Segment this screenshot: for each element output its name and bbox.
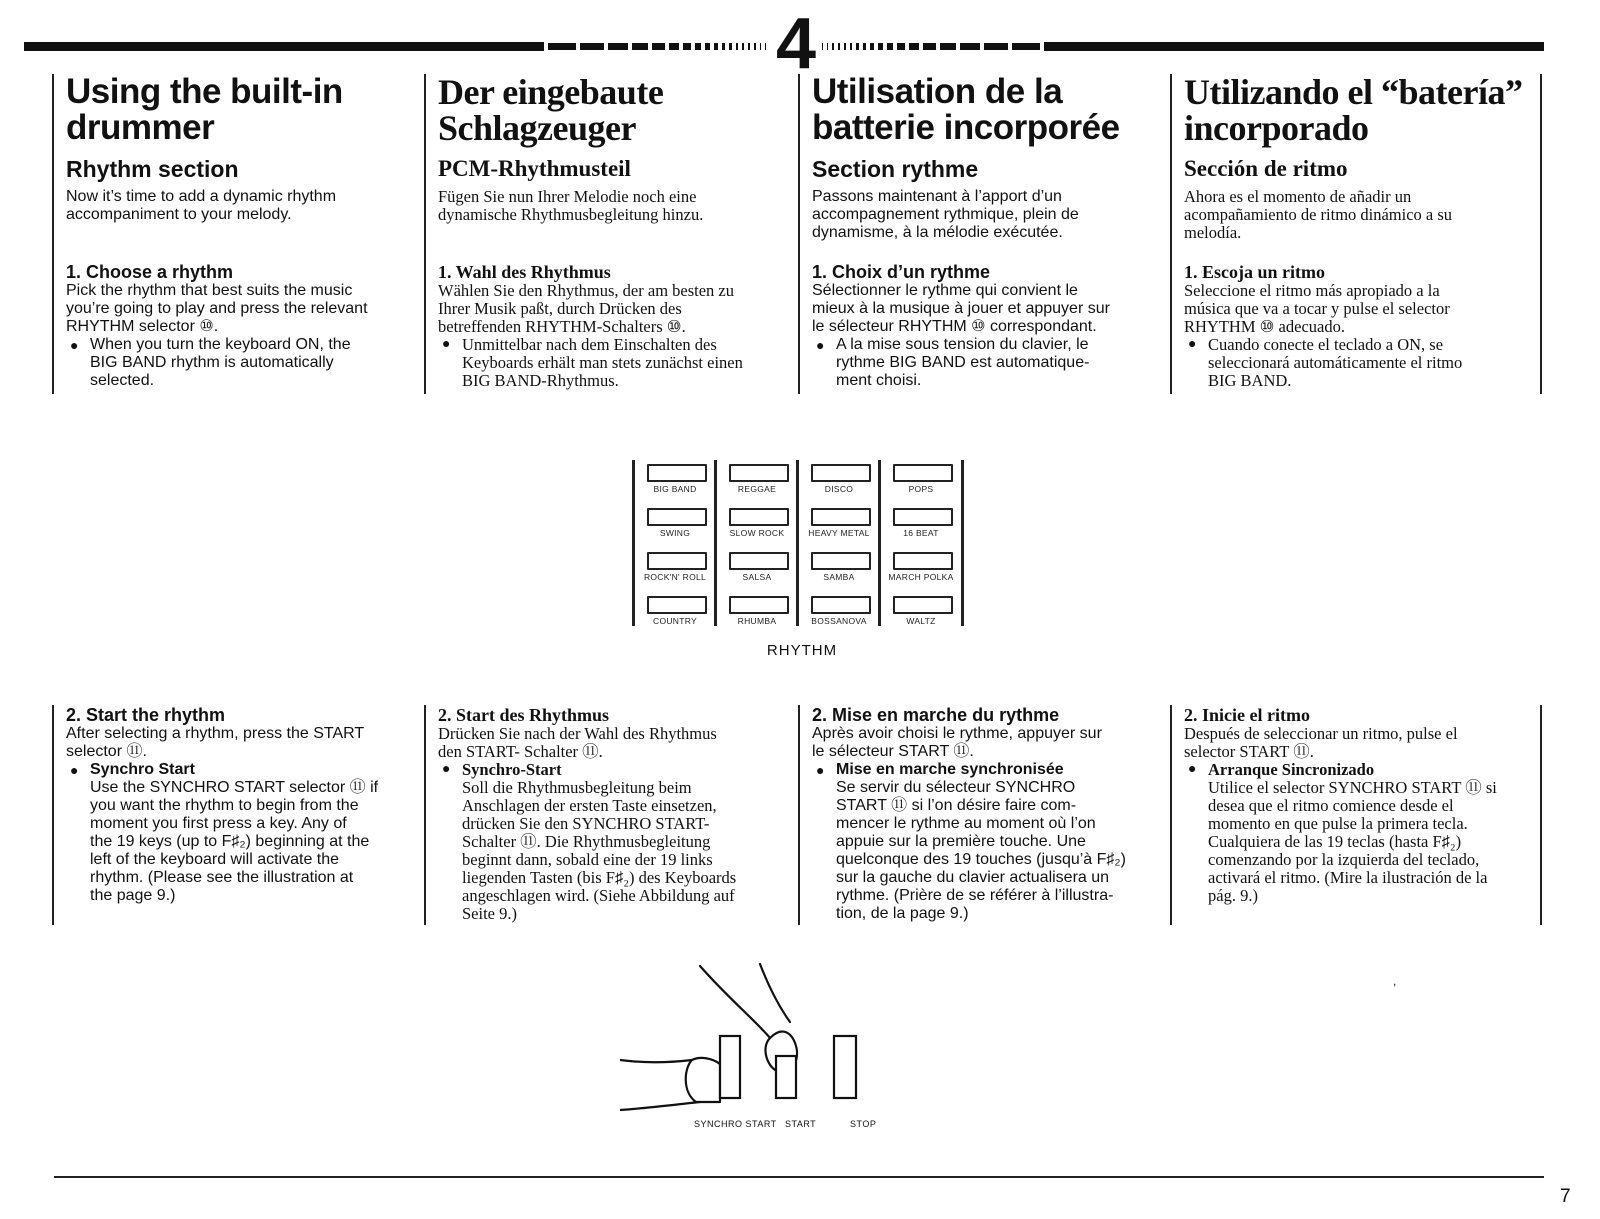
- step2-text-french: Après avoir choisi le rythme, appuyer sur le sélecteur START ⑪.: [812, 725, 1102, 760]
- rhythm-button-label: REGGAE: [737, 484, 777, 494]
- rhythm-button-label: DISCO: [824, 484, 854, 494]
- bullet-item: [438, 336, 798, 390]
- bullet-text: Utilice el selector SYNCHRO START ⑪ si desea que el ritmo comience desde el momento en que pulse la primera tecla. Cualquiera de las 19 teclas (hasta F♯₂) comenzando por la izquierda del teclado, activará el ritmo. (Mire la ilustración de la pág. 9.): [1208, 778, 1497, 905]
- intro-german: Fügen Sie nun Ihrer Melodie noch eine dynamische Rhythmusbegleitung hinzu.: [438, 187, 704, 224]
- bullet-text: Unmittelbar nach dem Einschalten des Keyboards erhält man stets zunächst einen BIG BAND-Rhythmus.: [462, 335, 743, 390]
- step2-heading-english: 2. Start the rhythm: [66, 705, 226, 725]
- bullet-text: A la mise sous tension du clavier, le rythme BIG BAND est automatique- ment choisi.: [836, 336, 1090, 389]
- rhythm-button-label: MARCH POLKA: [888, 572, 954, 582]
- rhythm-button[interactable]: [729, 552, 789, 570]
- column-spanish-top: [1170, 74, 1542, 394]
- bullet-heading: Arranque Sincronizado: [1208, 760, 1375, 779]
- title-english: Using the built-in drummer: [66, 72, 343, 147]
- step2-text-german: Drücken Sie nach der Wahl des Rhythmus den START- Schalter ⑪.: [438, 724, 717, 761]
- rhythm-column: [714, 460, 797, 626]
- rule-dashes-left: [548, 43, 766, 50]
- rhythm-button[interactable]: [729, 508, 789, 526]
- step1-heading-german: 1. Wahl des Rhythmus: [438, 262, 611, 282]
- rhythm-button-label: COUNTRY: [653, 616, 697, 626]
- stop-button-icon: [834, 1036, 856, 1098]
- rhythm-button[interactable]: [811, 596, 871, 614]
- step1-text-french: Sélectionner le rythme qui convient le mieux à la musique à jouer et appuyer sur le sélecteur RHYTHM ⑩ correspondant.: [812, 282, 1110, 335]
- subtitle-spanish: Sección de ritmo: [1184, 156, 1348, 181]
- step2-bullets-french: [812, 761, 1170, 923]
- step1-bullets-german: [438, 336, 798, 390]
- rhythm-button[interactable]: [647, 596, 707, 614]
- intro-english: Now it’s time to add a dynamic rhythm accompaniment to your melody.: [66, 188, 337, 223]
- step1-bullets-english: [66, 336, 424, 390]
- rhythm-button[interactable]: [811, 464, 871, 482]
- bullet-dot-icon: ●: [70, 337, 79, 353]
- column-spanish-bottom: [1170, 705, 1542, 925]
- index-finger-icon: [700, 964, 790, 1038]
- bullet-dot-icon: ●: [816, 762, 825, 778]
- rhythm-button-label: 16 BEAT: [903, 528, 939, 538]
- step2-bullets-english: [66, 761, 424, 905]
- bullet-text: When you turn the keyboard ON, the BIG BAND rhythm is automatically selected.: [90, 336, 351, 389]
- rhythm-button[interactable]: [893, 508, 953, 526]
- rhythm-button-label: HEAVY METAL: [808, 528, 870, 538]
- bullet-dot-icon: ●: [816, 337, 825, 353]
- rhythm-button-label: WALTZ: [906, 616, 936, 626]
- start-button-icon: [776, 1056, 796, 1098]
- step1-text-german: Wählen Sie den Rhythmus, der am besten zu Ihrer Musik paßt, durch Drücken des betreffenden RHYTHM-Schalters ⑩.: [438, 281, 735, 336]
- rhythm-button[interactable]: [893, 464, 953, 482]
- rhythm-button-label: SALSA: [742, 572, 772, 582]
- step2-bullets-spanish: [1184, 761, 1540, 905]
- rhythm-button[interactable]: [729, 596, 789, 614]
- bullet-text: Se servir du sélecteur SYNCHRO START ⑪ si l’on désire faire com- mencer le rythme au moment où l’on appuie sur la première touche. Une quelconque des 19 touches (jusqu’à F♯₂) sur la gauche du clavier actualisera un rythme. (Prière de se référer à l’illustra- tion, de la page 9.): [836, 779, 1126, 922]
- title-german: Der eingebaute Schlagzeuger: [438, 72, 664, 148]
- bullet-dot-icon: ●: [1188, 337, 1197, 352]
- bullet-dot-icon: ●: [1188, 762, 1197, 777]
- rhythm-button-label: BOSSANOVA: [811, 616, 867, 626]
- start-label: START: [785, 1119, 817, 1129]
- bullet-item: [438, 761, 798, 923]
- step2-heading-german: 2. Start des Rhythmus: [438, 705, 610, 725]
- page-number: 7: [1560, 1186, 1571, 1207]
- rhythm-column: [878, 460, 964, 626]
- title-french: Utilisation de la batterie incorporée: [812, 72, 1120, 147]
- synchro-start-button-icon: [720, 1036, 740, 1098]
- column-german-top: [424, 74, 798, 394]
- rhythm-button-label: ROCK'N' ROLL: [643, 572, 707, 582]
- bullet-item: [66, 336, 424, 390]
- bullet-text: Use the SYNCHRO START selector ⑪ if you want the rhythm to begin from the moment you first press a key. Any of the 19 keys (up to F♯₂) beginning at the left of the keyboard will activate the rhythm. (Please see the illustration at the page 9.): [90, 779, 379, 904]
- rhythm-button[interactable]: [893, 596, 953, 614]
- bullet-text: Soll die Rhythmusbegleitung beim Anschlagen der ersten Taste einsetzen, drücken Sie den SYNCHRO START- Schalter ⑪. Die Rhythmusbegleitung beginnt dann, sobald eine der 19 links liegenden Tasten (bis F♯₂) des Keyboards angeschlagen wird. (Siehe Abbildung auf Seite 9.): [462, 778, 737, 923]
- step1-heading-spanish: 1. Escoja un ritmo: [1184, 262, 1325, 282]
- rhythm-button-label: SWING: [659, 528, 691, 538]
- column-french-top: [798, 74, 1170, 394]
- bullet-item: [1184, 761, 1540, 905]
- rhythm-button-label: RHUMBA: [737, 616, 777, 626]
- bullet-dot-icon: ●: [70, 762, 79, 778]
- bullet-item: [1184, 336, 1540, 390]
- rhythm-button-label: POPS: [908, 484, 934, 494]
- synchro-start-label: SYNCHRO START: [694, 1119, 777, 1129]
- rhythm-selector-panel: [632, 460, 962, 630]
- rhythm-button[interactable]: [647, 508, 707, 526]
- footer-rule: [54, 1176, 1544, 1178]
- stop-label: STOP: [850, 1119, 877, 1129]
- intro-french: Passons maintenant à l’apport d’un accompagnement rythmique, plein de dynamisme, à la mélodie exécutée.: [812, 188, 1079, 241]
- step2-heading-french: 2. Mise en marche du rythme: [812, 705, 1060, 725]
- rhythm-button[interactable]: [811, 508, 871, 526]
- step2-heading-spanish: 2. Inicie el ritmo: [1184, 705, 1310, 725]
- column-french-bottom: [798, 705, 1170, 925]
- rhythm-button-label: BIG BAND: [653, 484, 697, 494]
- rhythm-button[interactable]: [893, 552, 953, 570]
- bullet-heading: Synchro Start: [90, 761, 195, 778]
- title-spanish: Utilizando el “batería” incorporado: [1184, 72, 1523, 148]
- rhythm-button[interactable]: [647, 552, 707, 570]
- finger-pressing-buttons-illustration: [620, 960, 900, 1140]
- bullet-heading: Synchro-Start: [462, 760, 562, 779]
- column-english-bottom: [52, 705, 424, 925]
- rhythm-column: [632, 460, 715, 626]
- column-german-bottom: [424, 705, 798, 925]
- rhythm-button-label: SAMBA: [823, 572, 855, 582]
- subtitle-german: PCM-Rhythmusteil: [438, 156, 631, 181]
- intro-spanish: Ahora es el momento de añadir un acompañamiento de ritmo dinámico a su melodía.: [1184, 187, 1453, 242]
- rhythm-button[interactable]: [811, 552, 871, 570]
- step1-text-english: Pick the rhythm that best suits the music you’re going to play and press the relevant RHYTHM selector ⑩.: [66, 282, 368, 335]
- bullet-item: [812, 336, 1170, 390]
- stray-mark: ,: [1393, 974, 1397, 988]
- subtitle-english: Rhythm section: [66, 156, 239, 182]
- column-english-top: [52, 74, 424, 394]
- rhythm-button[interactable]: [729, 464, 789, 482]
- rhythm-button[interactable]: [647, 464, 707, 482]
- bullet-dot-icon: ●: [442, 337, 451, 352]
- bullet-item: [812, 761, 1170, 923]
- chapter-number: 4: [776, 4, 817, 84]
- step2-text-spanish: Después de seleccionar un ritmo, pulse el selector START ⑪.: [1184, 724, 1458, 761]
- rhythm-panel-title: RHYTHM: [766, 642, 838, 659]
- rule-dashes-right: [822, 43, 1040, 50]
- step2-bullets-german: [438, 761, 798, 923]
- bullet-text: Cuando conecte el teclado a ON, se seleccionará automáticamente el ritmo BIG BAND.: [1208, 335, 1463, 390]
- step1-bullets-french: [812, 336, 1170, 390]
- bullet-item: [66, 761, 424, 905]
- step1-heading-french: 1. Choix d’un rythme: [812, 262, 991, 282]
- bullet-dot-icon: ●: [442, 762, 451, 777]
- step1-bullets-spanish: [1184, 336, 1540, 390]
- subtitle-french: Section rythme: [812, 156, 979, 182]
- rhythm-button-label: SLOW ROCK: [729, 528, 785, 538]
- bullet-heading: Mise en marche synchronisée: [836, 761, 1064, 778]
- step1-text-spanish: Seleccione el ritmo más apropiado a la música que va a tocar y pulse el selector RHYTHM ⑩ adecuado.: [1184, 281, 1450, 336]
- rhythm-column: [796, 460, 879, 626]
- step1-heading-english: 1. Choose a rhythm: [66, 262, 234, 282]
- step2-text-english: After selecting a rhythm, press the START selector ⑪.: [66, 725, 365, 760]
